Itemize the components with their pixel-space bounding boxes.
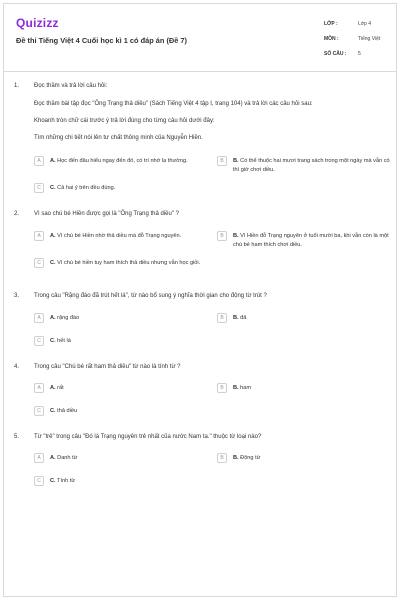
option-prefix: C. — [50, 408, 56, 414]
question-text: Từ "trẻ" trong câu "Đó là Trạng nguyên trẻ nhất của nước Nam ta." thuộc từ loại nào? — [34, 434, 262, 440]
option-prefix: B. — [233, 158, 239, 164]
option-letter-box[interactable]: A — [34, 156, 44, 166]
option-letter-box[interactable]: C — [34, 336, 44, 346]
option-c[interactable] — [34, 406, 209, 416]
option-prefix: A. — [50, 233, 56, 239]
meta-key: SỐ CÂU : — [324, 50, 347, 57]
meta-key: LỚP : — [324, 20, 338, 27]
option-text: Vì chú bé hiền tuy ham thích thả diều nhưng vẫn học giỏi. — [57, 260, 201, 266]
option-text: Có thể thuộc hai mươi trang sách trong một ngày mà vẫn có thì giờ chơi diều. — [233, 158, 390, 173]
option-prefix: B. — [233, 385, 239, 391]
meta-value: 5 — [358, 50, 361, 57]
question-text: Đọc thầm và trả lời câu hỏi: — [34, 83, 108, 89]
option-prefix: B. — [233, 315, 239, 321]
option-b[interactable] — [217, 383, 392, 393]
option-prefix: C. — [50, 185, 56, 191]
option-letter-box[interactable]: B — [217, 156, 227, 166]
question-text: Đọc thầm bài tập đọc "Ông Trạng thả diều" (Sách Tiếng Việt 4 tập I, trang 104) và trả lời các câu hỏi sau: — [34, 101, 313, 107]
option-text: Tính từ — [57, 478, 76, 484]
option-prefix: C. — [50, 478, 56, 484]
option-text: Danh từ — [57, 455, 78, 461]
option-prefix: A. — [50, 455, 56, 461]
option-b[interactable] — [217, 313, 392, 323]
option-letter-box[interactable]: A — [34, 313, 44, 323]
meta-key: MÔN : — [324, 35, 339, 42]
option-b[interactable] — [217, 231, 392, 249]
option-letter-box[interactable]: A — [34, 231, 44, 241]
option-c[interactable] — [34, 258, 209, 268]
option-prefix: C. — [50, 338, 56, 344]
option-a[interactable] — [34, 383, 209, 393]
question-number: 1. — [14, 83, 20, 89]
worksheet-title: Đề thi Tiếng Việt 4 Cuối học kì 1 có đáp án (Đề 7) — [16, 36, 187, 45]
option-text: Vì Hiền đỗ Trạng nguyên ở tuổi mười ba, khi vẫn còn là một chú bé ham thích chơi diều. — [233, 233, 389, 248]
option-a[interactable] — [34, 313, 209, 323]
meta-row-grade — [324, 16, 394, 31]
worksheet-page — [3, 3, 397, 597]
option-letter-box[interactable]: B — [217, 453, 227, 463]
question-number: 2. — [14, 211, 20, 217]
option-letter-box[interactable]: A — [34, 453, 44, 463]
option-prefix: B. — [233, 233, 239, 239]
option-c[interactable] — [34, 476, 209, 486]
option-text: ham — [240, 385, 252, 391]
option-a[interactable] — [34, 453, 209, 463]
option-c[interactable] — [34, 336, 209, 346]
question-text: Khoanh tròn chữ cái trước ý trả lời đúng cho từng câu hỏi dưới đây: — [34, 118, 215, 124]
option-text: Học đến đâu hiểu ngay đến đó, có trí nhớ lạ thường. — [57, 158, 188, 164]
option-text: Vì chú bé Hiền nhờ thả diều mà đỗ Trạng nguyên. — [57, 233, 182, 239]
option-prefix: B. — [233, 455, 239, 461]
question-number: 5. — [14, 434, 20, 440]
option-text: đã — [240, 315, 247, 321]
option-letter-box[interactable]: B — [217, 231, 227, 241]
option-letter-box[interactable]: C — [34, 258, 44, 268]
option-b[interactable] — [217, 453, 392, 463]
worksheet-meta — [324, 16, 394, 61]
option-letter-box[interactable]: C — [34, 183, 44, 193]
option-text: hết lá — [57, 338, 71, 344]
meta-value: Lớp 4 — [358, 20, 372, 27]
question-number: 4. — [14, 364, 20, 370]
option-prefix: A. — [50, 385, 56, 391]
option-letter-box[interactable]: B — [217, 313, 227, 323]
option-text: rặng đào — [57, 315, 80, 321]
question-text: Trong câu "Rặng đào đã trút hết lá", từ nào bổ sung ý nghĩa thời gian cho động từ trút ? — [34, 293, 267, 299]
option-text: Động từ — [240, 455, 261, 461]
option-letter-box[interactable]: A — [34, 383, 44, 393]
option-a[interactable] — [34, 231, 209, 241]
question-text: Tìm những chi tiết nói lên tư chất thông minh của Nguyễn Hiền. — [34, 135, 203, 141]
question-number: 3. — [14, 293, 20, 299]
meta-row-subject — [324, 31, 394, 46]
meta-row-question-count — [324, 46, 394, 61]
option-letter-box[interactable]: C — [34, 406, 44, 416]
worksheet-header — [4, 4, 396, 72]
meta-value: Tiếng Việt — [358, 35, 381, 42]
option-letter-box[interactable]: B — [217, 383, 227, 393]
option-a[interactable] — [34, 156, 209, 166]
option-text: rất — [57, 385, 64, 391]
option-text: thả diều — [57, 408, 78, 414]
question-text: Vì sao chú bé Hiền được gọi là "Ông Trạng thả diều" ? — [34, 211, 179, 217]
option-c[interactable] — [34, 183, 209, 193]
option-letter-box[interactable]: C — [34, 476, 44, 486]
question-text: Trong câu "Chú bé rất ham thả diều" từ nào là tính từ ? — [34, 364, 181, 370]
quizizz-logo: Quizizz — [16, 16, 59, 30]
option-prefix: C. — [50, 260, 56, 266]
option-b[interactable] — [217, 156, 392, 174]
option-text: Cả hai ý trên đều đúng. — [57, 185, 116, 191]
option-prefix: A. — [50, 158, 56, 164]
option-prefix: A. — [50, 315, 56, 321]
